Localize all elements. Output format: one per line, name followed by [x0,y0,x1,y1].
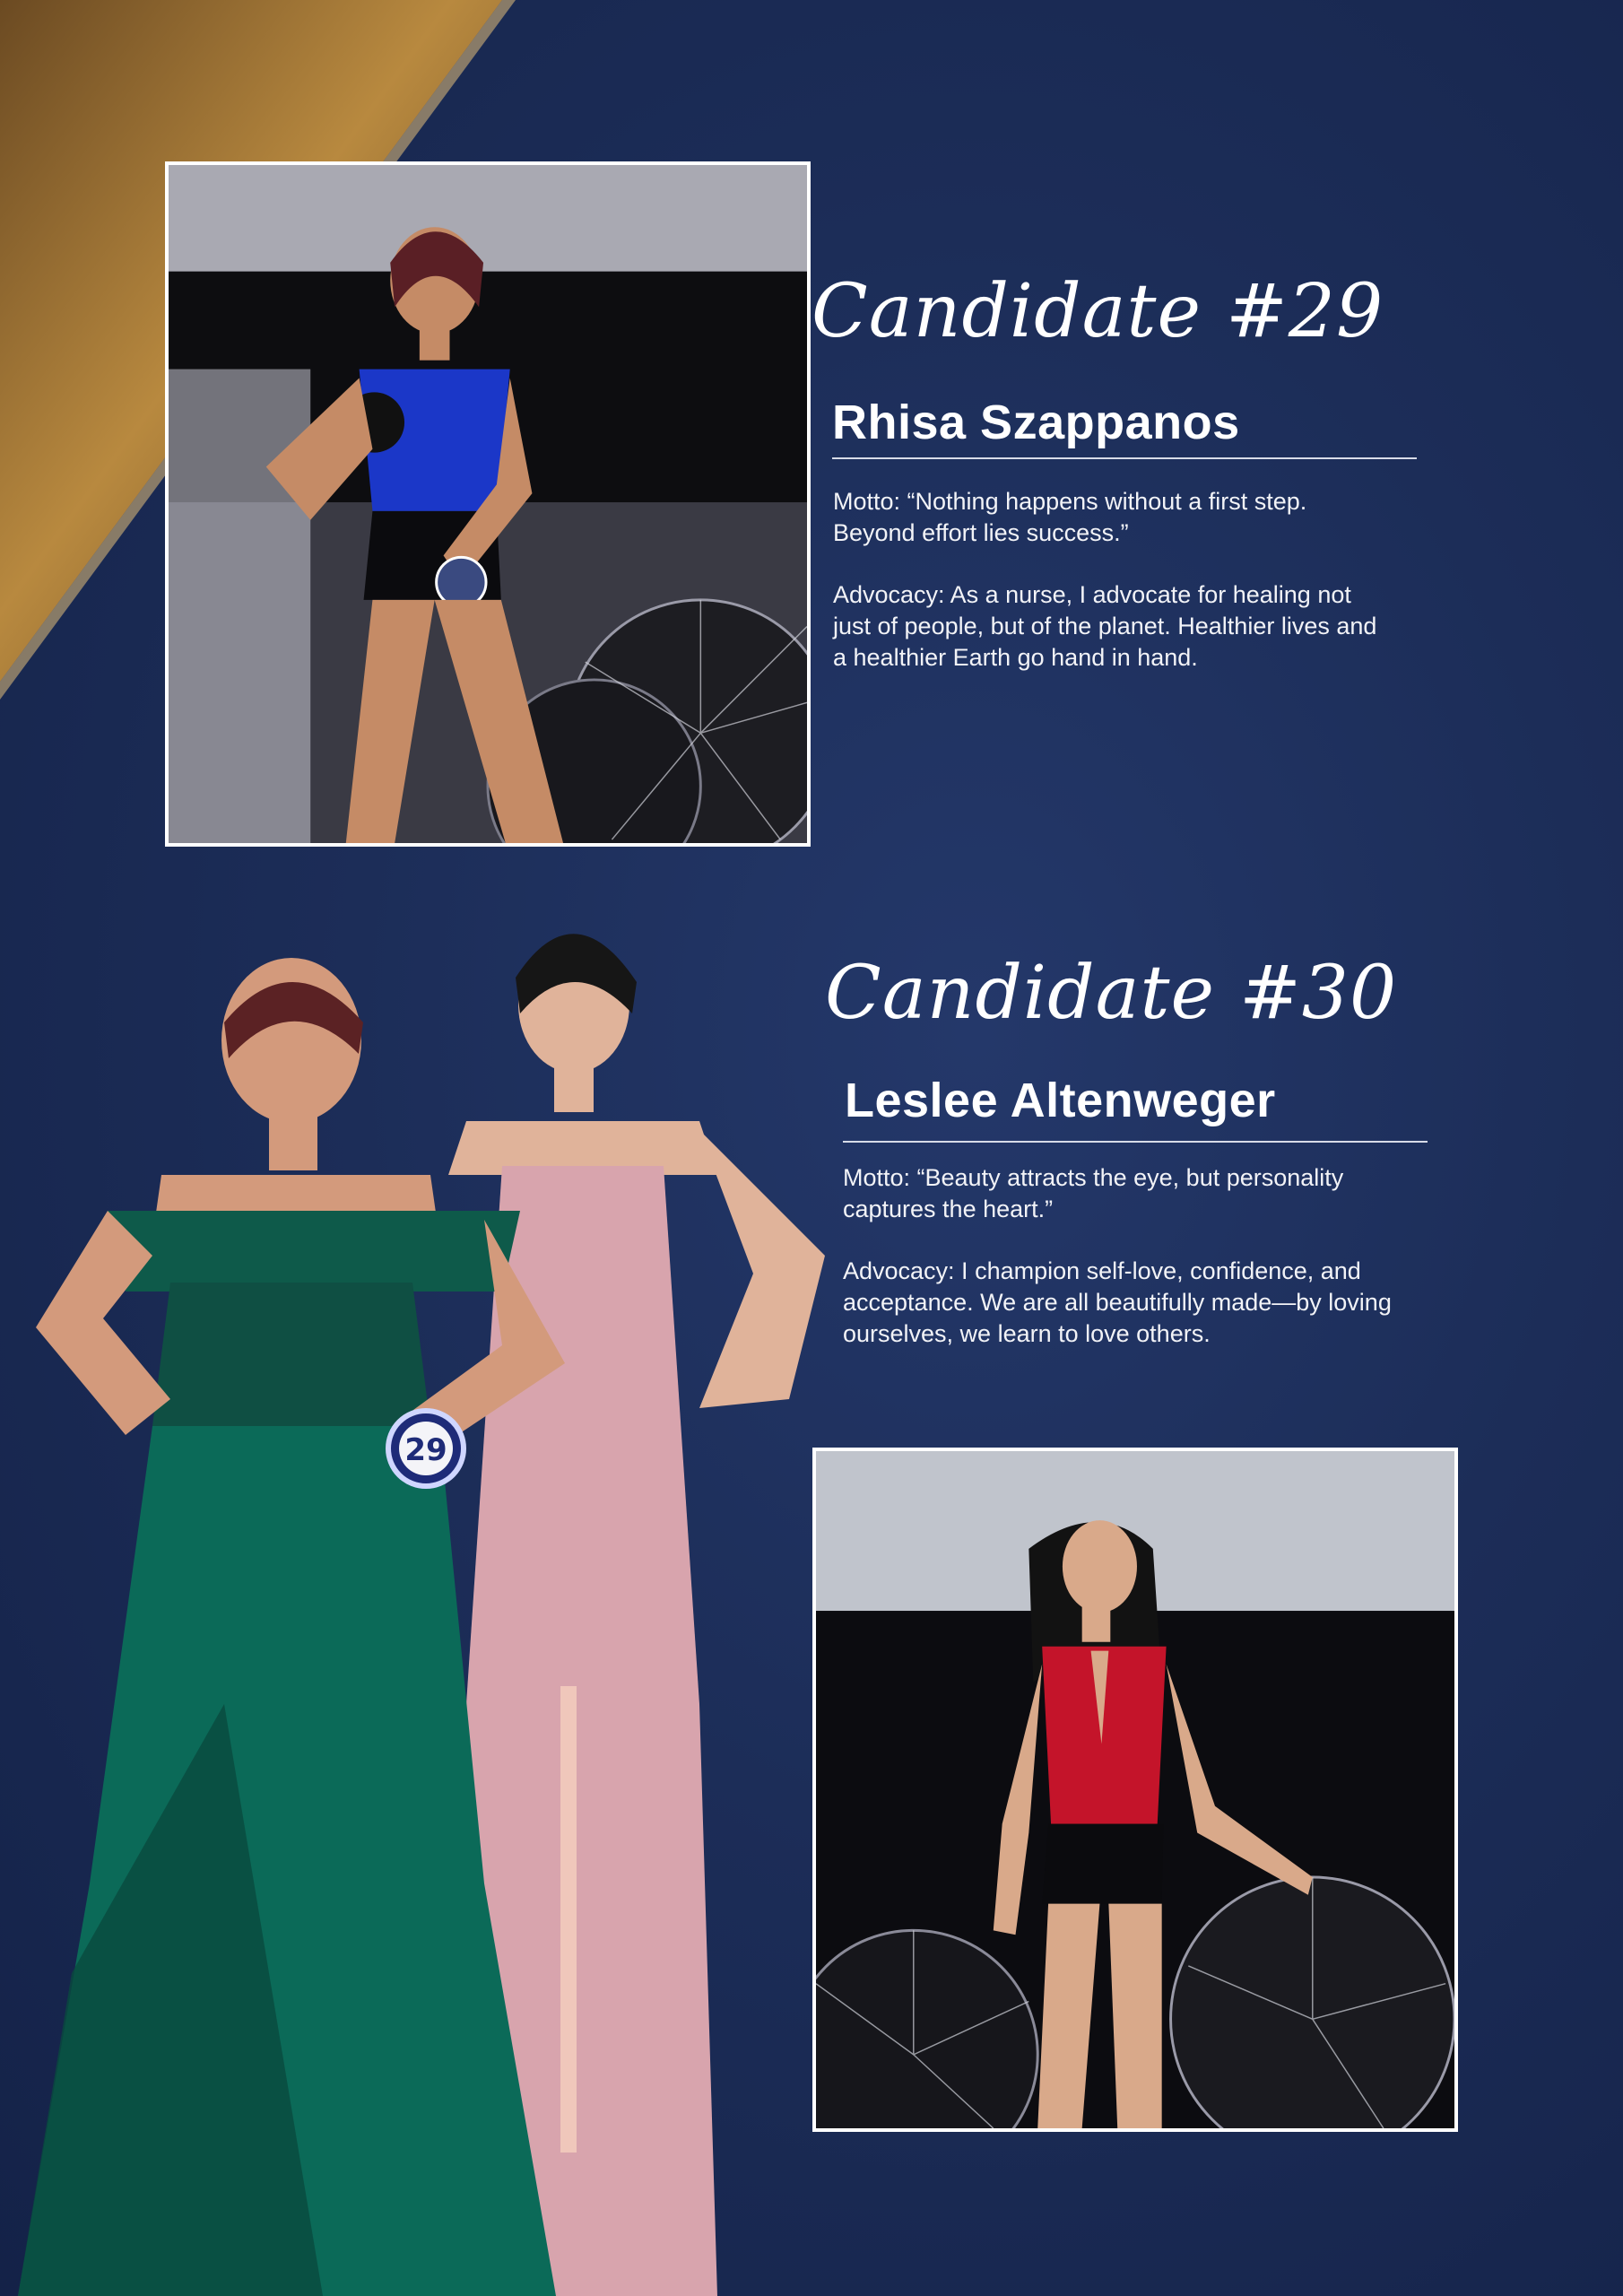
candidate-29-divider [832,457,1417,459]
candidate-30-advocacy: Advocacy: I champion self-love, confidence, and acceptance. We are all beautifully made—by loving ourselves, we learn to love others. [843,1257,1392,1347]
candidate-30-name: Leslee Altenweger [845,1074,1276,1127]
candidate-29-advocacy: Advocacy: As a nurse, I advocate for healing not just of people, but of the planet. Healthier lives and a healthier Earth go hand in hand. [833,581,1377,671]
candidate-29-heading: Candidate #29 [812,269,1384,354]
candidate-30-heading: Candidate #30 [825,951,1398,1036]
candidate-29-photo [165,161,811,847]
candidate-30-divider [843,1141,1428,1143]
candidate-30-details [843,1162,1399,1380]
candidate-30-photo [812,1448,1458,2132]
candidate-29-motto: Motto: “Nothing happens without a first step. Beyond effort lies success.” [833,488,1307,546]
candidate-29-details [833,486,1389,704]
candidate-29-name: Rhisa Szappanos [832,396,1240,449]
candidates-gown-photo [18,897,843,2296]
gown-photo-badge-number: 29 [404,1432,447,1468]
candidate-30-motto: Motto: “Beauty attracts the eye, but personality captures the heart.” [843,1164,1344,1222]
